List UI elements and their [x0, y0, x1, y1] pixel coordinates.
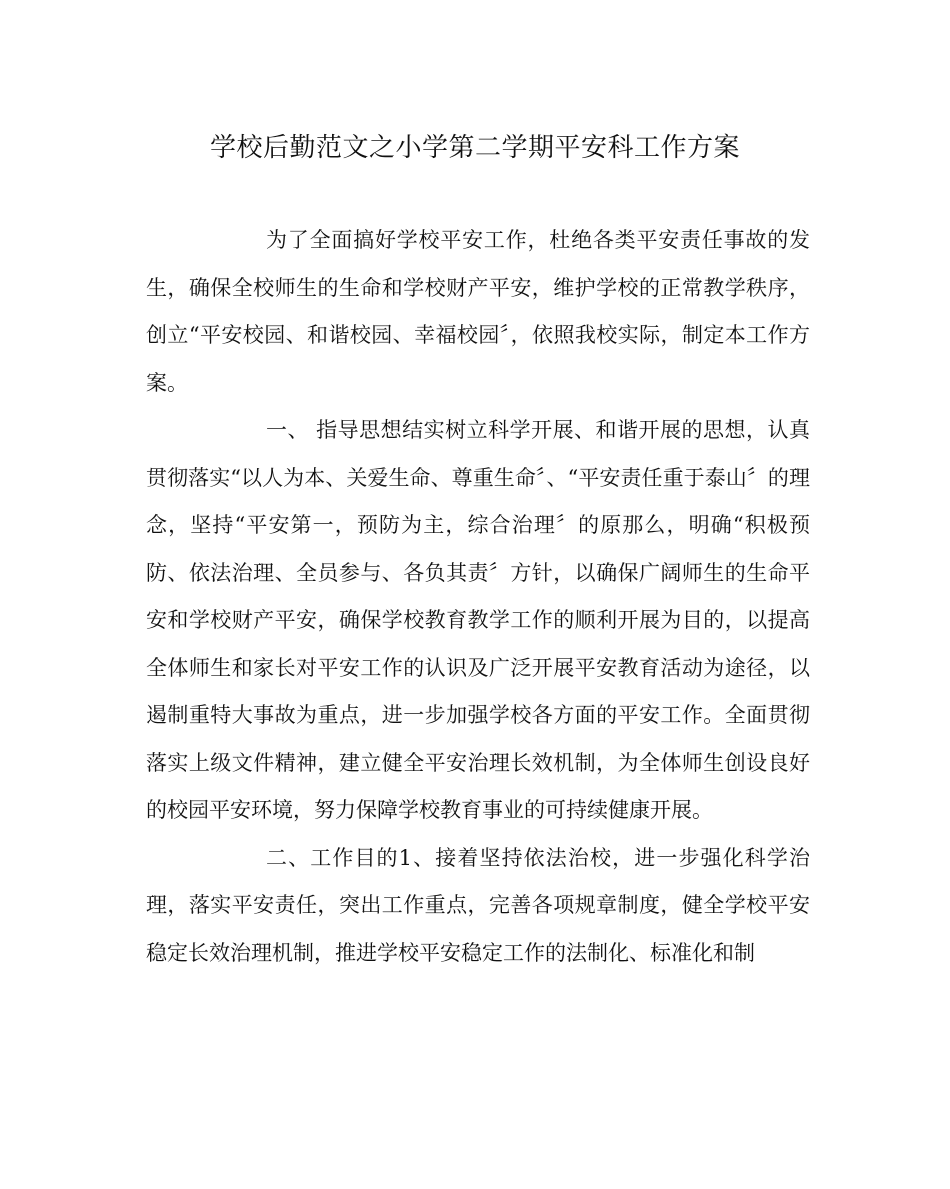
paragraph-guiding-ideology: 一、 指导思想结实树立科学开展、和谐开展的思想，认真贯彻落实“以人为本、关爱生命、尊重生命〞、“平安责任重于泰山〞的理念，坚持“平安第一，预防为主，综合治理〞的原那么，明确“积极预防、依法治理、全员参与、各负其责〞方针，以确保广阔师生的生命平安和学校财产平安，确保学校教育教学工作的顺利开展为目的，以提高全体师生和家长对平安工作的认识及广泛开展平安教育活动为途径，以遏制重特大事故为重点，进一步加强学校各方面的平安工作。全面贯彻落实上级文件精神，建立健全平安治理长效机制，为全体师生创设良好的校园平安环境，努力保障学校教育事业的可持续健康开展。: [146, 418, 810, 822]
document-body: [146, 217, 810, 977]
paragraph-intro: 为了全面搞好学校平安工作，杜绝各类平安责任事故的发生，确保全校师生的生命和学校财产平安，维护学校的正常教学秩序，创立“平安校园、和谐校园、幸福校园〞，依照我校实际，制定本工作方案。: [146, 228, 810, 395]
document-title: 学校后勤范文之小学第二学期平安科工作方案: [209, 133, 740, 163]
paragraph-work-goals: 二、工作目的1、接着坚持依法治校，进一步强化科学治理，落实平安责任，突出工作重点，完善各项规章制度，健全学校平安稳定长效治理机制，推进学校平安稳定工作的法制化、标准化和制: [146, 845, 810, 965]
